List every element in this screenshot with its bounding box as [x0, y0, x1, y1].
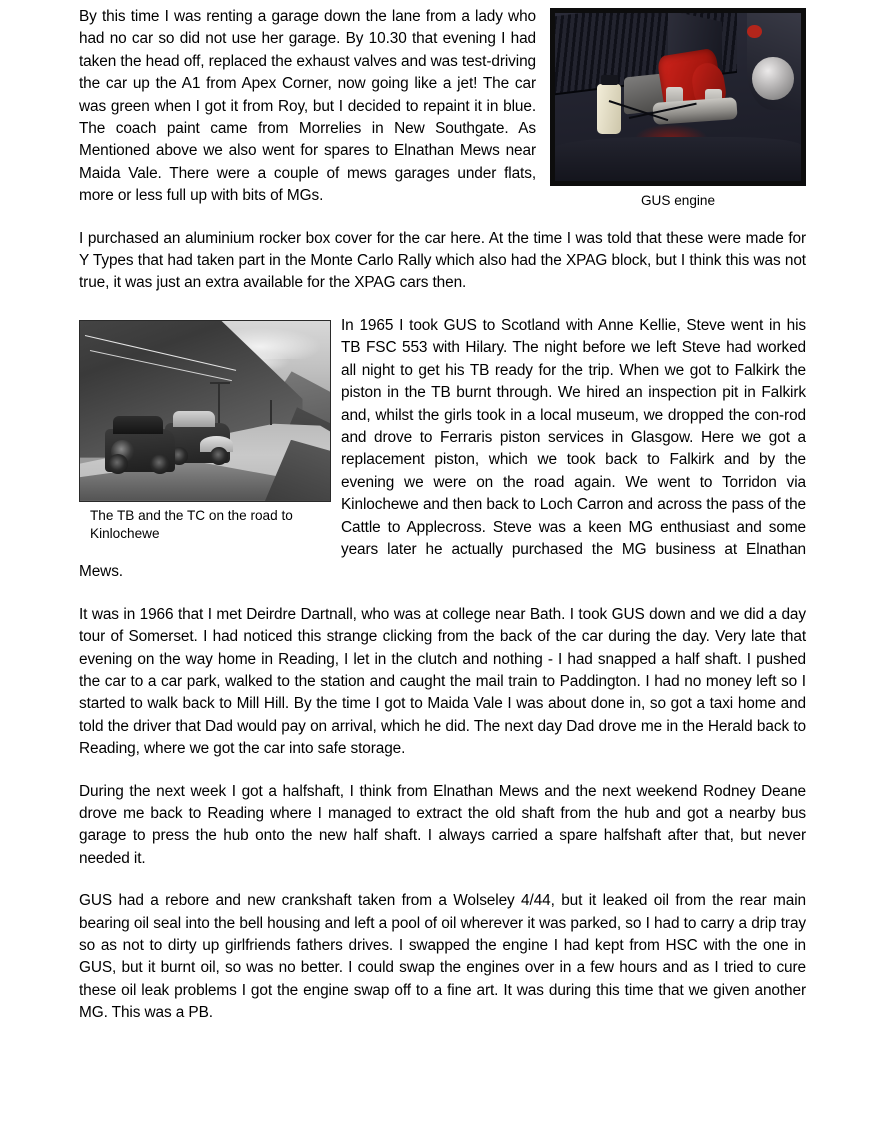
paragraph-garage-rental: By this time I was renting a garage down the lane from a lady who had no car so did not use her garage. By 10.30 that evening I had taken the head off, replaced the exhaust valves and was test-driving the car up the A1 from Apex Corner, now going like a jet! The car was green when I got it from Roy, but I decided to repaint it in blue. The coach paint came from Morrelies in New Southgate. As Mentioned above we also went for spares to Elnathan Mews near Maida Vale. There were a couple of mews garages under flats, more or less full up with bits of MGs.: [79, 8, 536, 205]
engine-oil-bottle-cap: [601, 75, 618, 85]
kinlochewe-photo: [79, 320, 331, 502]
photo-car-tb-hood: [113, 416, 163, 434]
photo-car-tc-wheel-rear: [210, 447, 228, 465]
engine-bay-artwork: [555, 13, 801, 181]
engine-body-lower: [555, 137, 801, 181]
paragraph-rebore-crankshaft: GUS had a rebore and new crankshaft taken from a Wolseley 4/44, but it leaked oil from the rear main bearing oil seal into the bell housing and left a pool of oil wherever it was parked, so I had to carry a drip tray so as not to dirty up girlfriends fathers drives. I swapped the engine I had kept from HSC with the one in GUS, but it burnt oil, so was no better. I could swap the engines over in a few hours and as I tried to cure these oil leak problems I got the engine swap off to a fine art. It was during this time that we given another MG. This was a PB.: [79, 892, 806, 1022]
figure-gus-engine: [550, 8, 806, 210]
document-content: [79, 6, 806, 1025]
photo-car-tb-wheel-front: [108, 454, 128, 474]
photo-telegraph-pole-crossarm: [210, 382, 230, 384]
photo-telegraph-pole-far: [270, 400, 272, 425]
engine-red-light: [747, 25, 762, 38]
paragraph-scotland-trip: In 1965 I took GUS to Scotland with Anne Kellie, Steve went in his TB FSC 553 with Hilary. The night before we left Steve had worked all night to get his TB ready for the trip. When we got to Falkirk the piston in the TB burnt through. We hired an inspection pit in Falkirk and, whilst the girls took in a local museum, we dropped the con-rod and drove to Ferraris piston services in Glasgow. Here we got a replacement piston, which we took back to Falkirk and by the evening we were on the road again. We went to Torridon via Kinlochewe and then back to Loch Carron and across the pass of the Cattle to Applecross. Steve was a keen MG enthusiast and some years later he actually purchased the MG business at Elnathan Mews.: [79, 316, 806, 581]
engine-oil-bottle: [597, 84, 622, 134]
mountain-road-artwork: [80, 321, 330, 501]
kinlochewe-caption: The TB and the TC on the road to Kinlochewe: [90, 507, 293, 542]
paragraph-deirdre-dartnall: It was in 1966 that I met Deirdre Dartnall, who was at college near Bath. I took GUS down and we did a day tour of Somerset. I had noticed this strange clicking from the back of the car during the day. Very late that evening on the way home in Reading, I let in the clutch and nothing - I had snapped a half shaft. I pushed the car to a car park, walked to the station and caught the mail train to Paddington. I had no money left so I started to walk back to Mill Hill. By the time I got to Maida Vale I was about done in, so got a taxi home and told the driver that Dad would pay on arrival, which he did. The next day Dad drove me in the Herald back to Reading, where we got the car into safe storage.: [79, 605, 806, 758]
photo-telegraph-pole-near: [218, 382, 220, 429]
paragraph-rocker-box-cover: I purchased an aluminium rocker box cover for the car here. At the time I was told that these were made for Y Types that had taken part in the Monte Carlo Rally which also had the XPAG block, but I think this was not true, it was just an extra available for the XPAG cars then.: [79, 229, 806, 292]
photo-car-tb-wheel-rear: [150, 454, 170, 474]
figure-tb-tc-kinlochewe: [79, 320, 331, 544]
gus-engine-photo: [550, 8, 806, 186]
gus-engine-caption: GUS engine: [640, 193, 716, 208]
engine-hubcap: [752, 57, 794, 101]
photo-car-tc-hood: [173, 411, 216, 427]
paragraph-halfshaft-repair: During the next week I got a halfshaft, I think from Elnathan Mews and the next weekend Rodney Deane drove me back to Reading where I managed to extract the old shaft from the hub and got a nearby bus garage to press the hub onto the new half shaft. I always carried a spare halfshaft after that, but never needed it.: [79, 782, 806, 867]
